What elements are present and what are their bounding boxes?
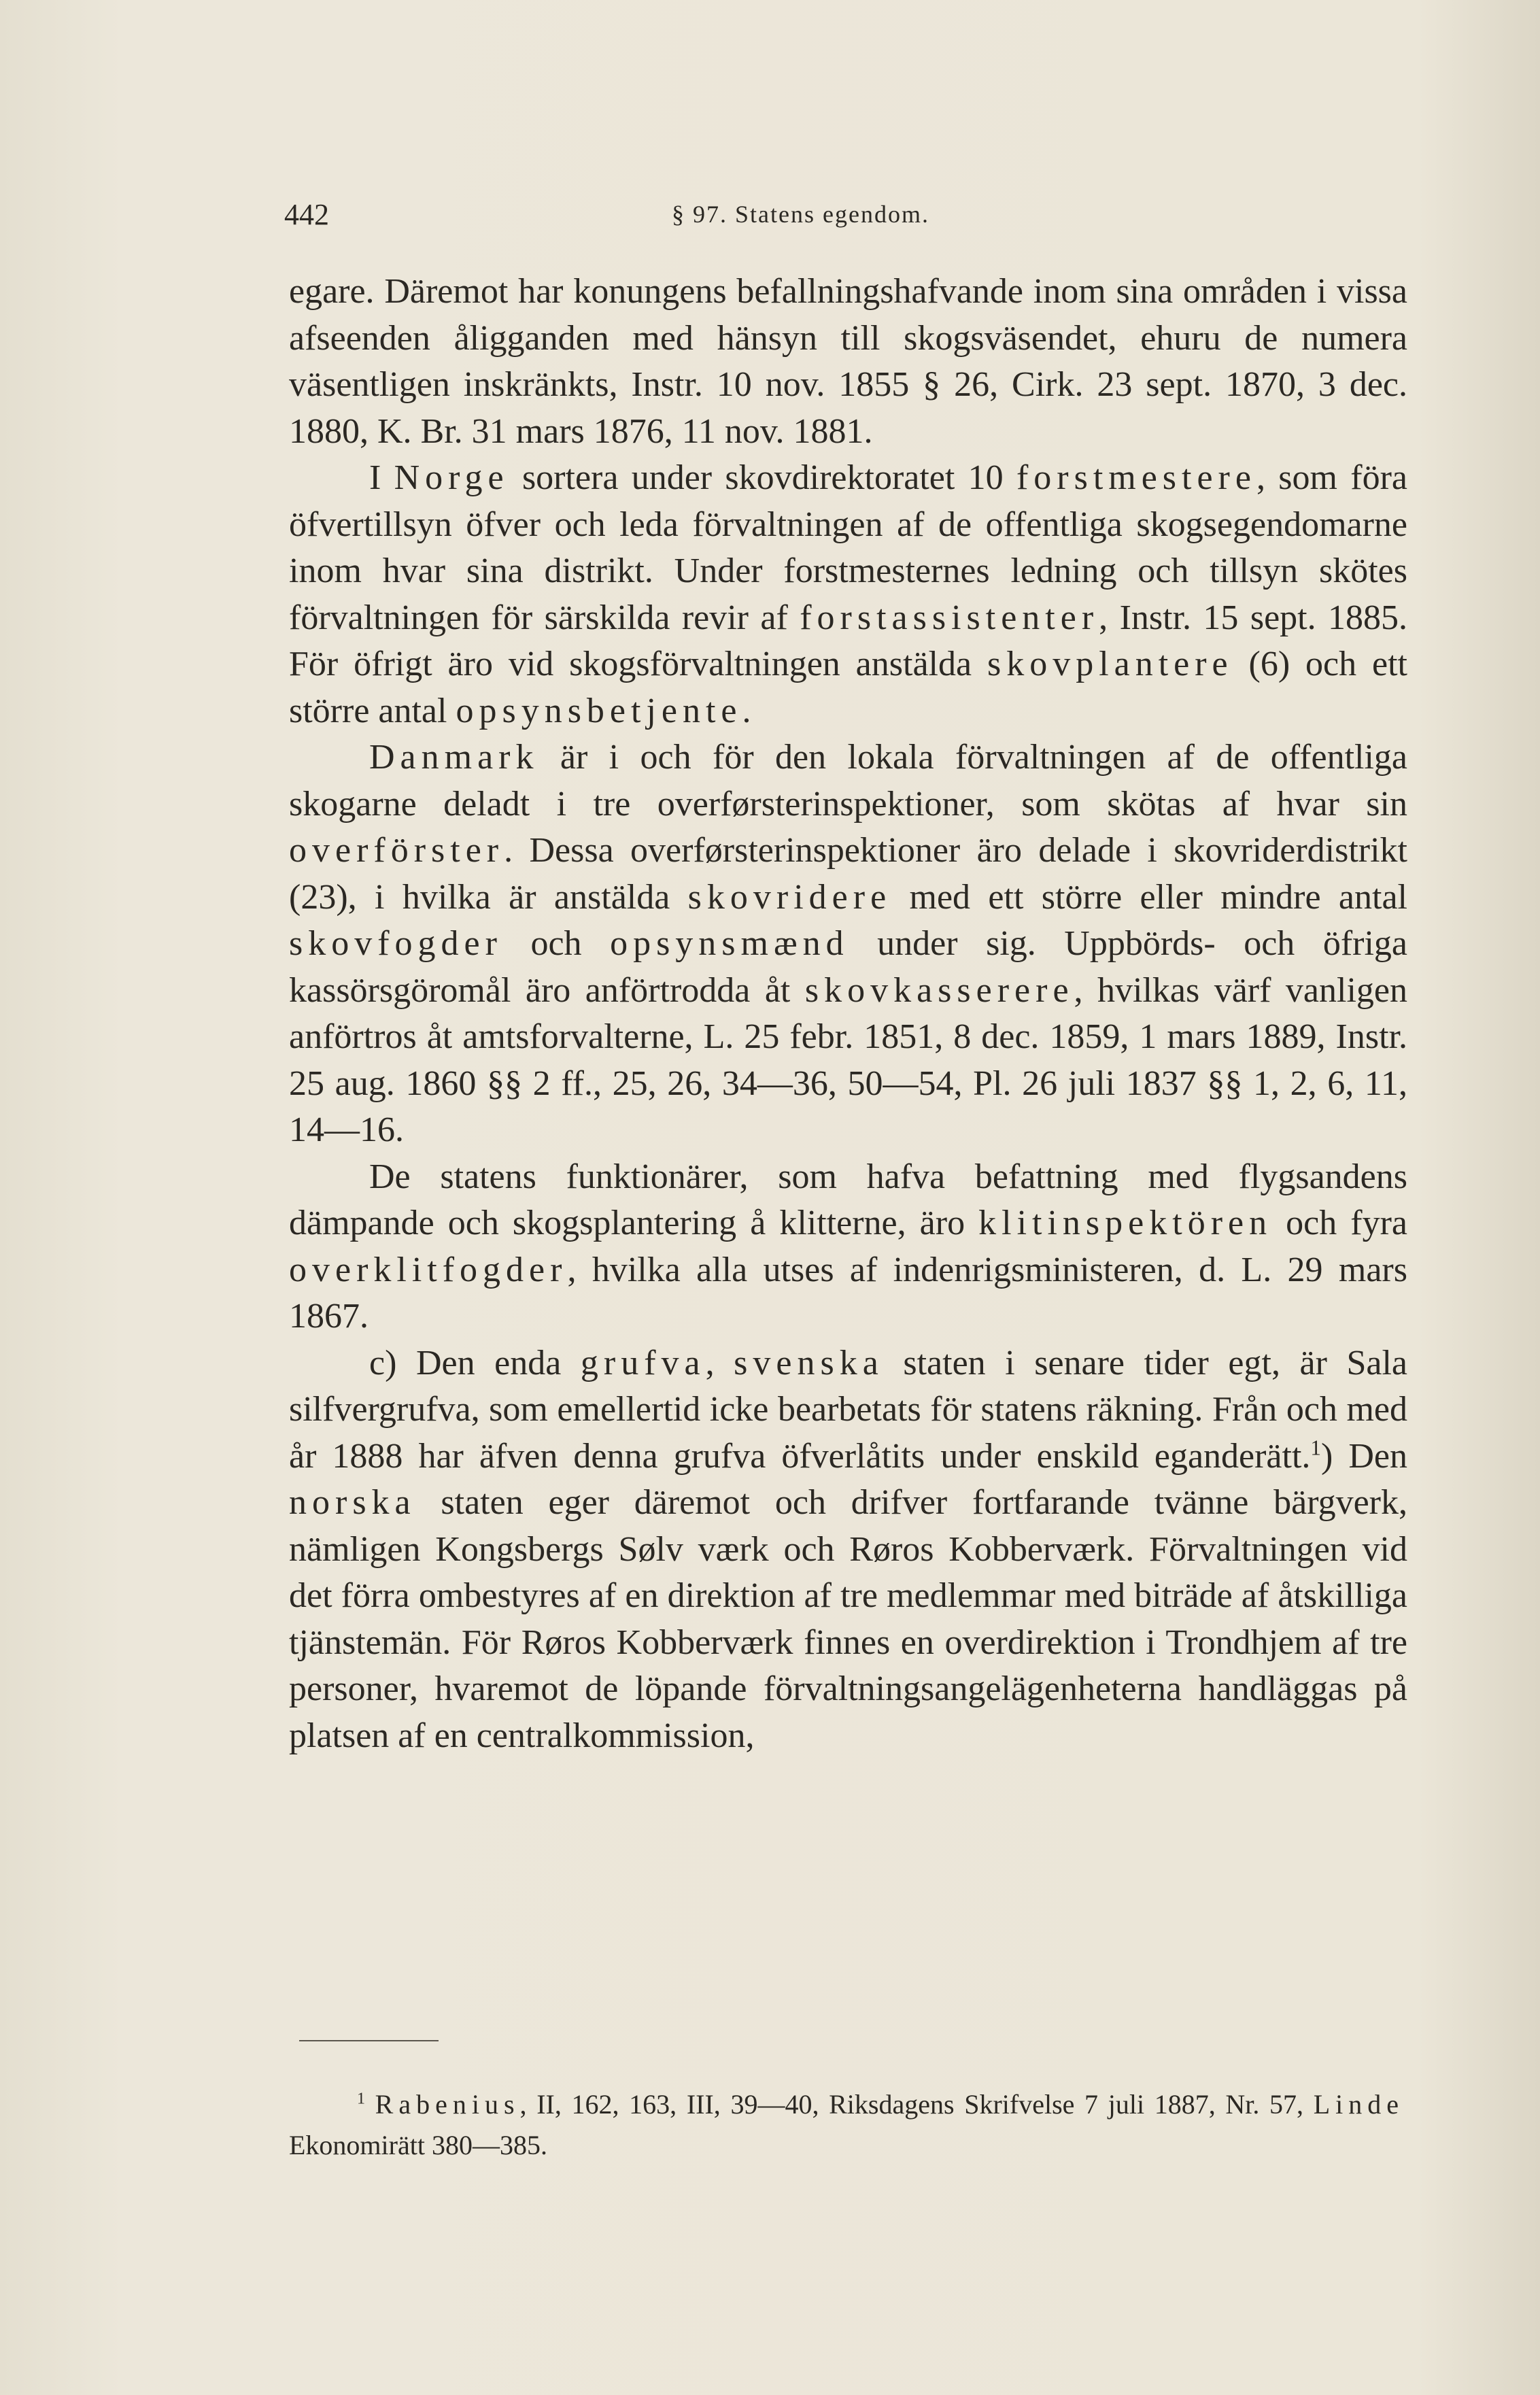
footnote-1: $^1$ Rabenius, II, 162, 163, III, 39—40, Riksdagens Skrifvelse 7 juli 1887, Nr. 57, Linde Ekonomirätt 380—385. [289,2089,1405,2160]
emphasis-opsynsmaend: opsynsmænd [610,924,849,963]
footnote-author-linde: Linde [1313,2089,1405,2120]
paragraph-grufva: c) Den enda grufva, svenska staten i senare tider egt, är Sala silfvergrufva, som emellertid icke bearbetats för statens räkning. Från och med år 1888 har äfven denna grufva öfverlåtits under enskild eganderätt.$^1$) Den norska staten eger däremot och drifver fortfarande tvänne bärgverk, nämligen Kongsbergs Sølv værk och Røros Kobberværk. Förvaltningen vid det förra ombestyres af en direktion af tre medlemmar med biträde af åtskilliga tjänstemän. För Røros Kobberværk finnes en overdirektion i Trondhjem af tre personer, hvaremot de löpande förvaltningsangelägenheterna handläggas på platsen af en centralkommission, [289,1343,1407,1755]
emphasis-danmark: Danmark [369,738,539,777]
emphasis-overforster: overförster [289,831,504,870]
paragraph-norge: I Norge sortera under skovdirektoratet 10 forstmestere, som föra öfvertillsyn öfver och leda förvaltningen af de offentliga skogsegendomarne inom hvar sina distrikt. Under forstmesternes ledning och tillsyn skötes förvaltningen för särskilda revir af forstassistenter, Instr. 15 sept. 1885. För öfrigt äro vid skogsförvaltningen anstälda skovplantere (6) och ett större antal opsynsbetjente. [289,458,1408,730]
body-text [289,269,1407,1759]
emphasis-forstmestere: forstmestere [1016,458,1256,497]
paragraph-danmark: Danmark är i och för den lokala förvaltningen af de offentliga skogarne deladt i tre overførsterinspektioner, som skötas af hvar sin overförster. Dessa overførsterinspektioner äro delade i skovriderdistrikt (23), i hvilka är anstälda skovridere med ett större eller mindre antal skovfogder och opsynsmænd under sig. Uppbörds- och öfriga kassörsgöromål äro anförtrodda åt skovkasserere, hvilkas värf vanligen anförtros åt amtsforvalterne, L. 25 febr. 1851, 8 dec. 1859, 1 mars 1889, Instr. 25 aug. 1860 §§ 2 ff., 25, 26, 34—36, 50—54, Pl. 26 juli 1837 §§ 1, 2, 6, 11, 14—16. [289,738,1407,1149]
paragraph-1: egare. Däremot har konungens befallningshafvande inom sina områden i vissa afseenden åligganden med hänsyn till skogsväsendet, ehuru de numera väsentligen inskränkts, Instr. 10 nov. 1855 § 26, Cirk. 23 sept. 1870, 3 dec. 1880, K. Br. 31 mars 1876, 11 nov. 1881. [289,272,1407,451]
emphasis-grufva: grufva [580,1343,706,1382]
emphasis-klitinspektoren: klitinspektören [978,1204,1273,1242]
paragraph-klitterne: De statens funktionärer, som hafva befattning med flygsandens dämpande och skogsplantering å klitterne, äro klitinspektören och fyra overklitfogder, hvilka alla utses af indenrigsministeren, d. L. 29 mars 1867. [289,1157,1407,1336]
emphasis-opsynsbetjente: opsynsbetjente [456,691,742,730]
footnote-reference: 1 [1310,1436,1322,1460]
emphasis-skovkasserere: skovkasserere [804,970,1074,1010]
emphasis-skovridere: skovridere [687,877,892,917]
emphasis-skovplantere: skovplantere [987,645,1233,683]
emphasis-norge: Norge [394,458,509,497]
footnote-divider [299,2040,439,2041]
emphasis-norska: norska [289,1483,416,1522]
running-header [284,197,1406,238]
emphasis-svenska: svenska [734,1343,884,1382]
section-title: § 97. Statens egendom. [672,201,929,228]
emphasis-skovfogder: skovfogder [289,924,502,963]
footnote-author-rabenius: Rabenius [375,2089,520,2120]
emphasis-forstassistenter: forstassistenter [800,598,1099,637]
page-number: 442 [284,198,329,231]
emphasis-overklitfogder: overklitfogder [289,1250,568,1289]
footnote-marker: 1 [357,2090,365,2108]
footnotes [289,2084,1404,2166]
